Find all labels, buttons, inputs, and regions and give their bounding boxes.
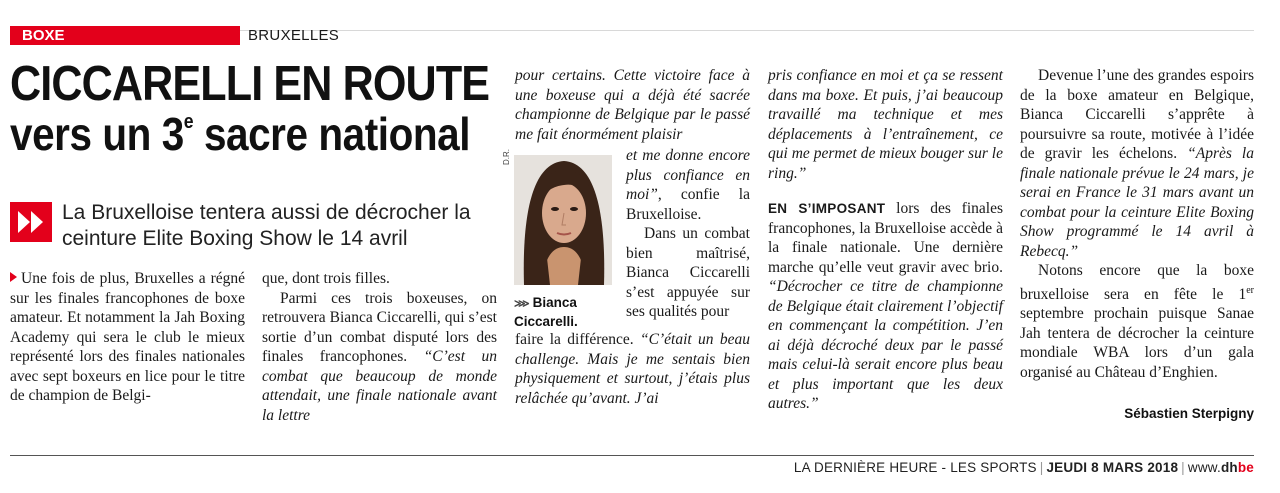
article-column-2 bbox=[262, 269, 497, 425]
column-4-text: lors des finales francophones, la Bruxelloise accède à la finale nationale. Une dernière marche qu’elle veut gravir avec brio. bbox=[768, 200, 1003, 276]
column-2-paragraph-1: que, dont trois filles. bbox=[262, 270, 390, 287]
footer-separator: | bbox=[1039, 460, 1044, 475]
column-3-wrap-quote: et me donne encore plus confiance en moi” bbox=[626, 147, 750, 203]
column-2-paragraph-2 bbox=[262, 289, 497, 426]
headline-line-1: CICCARELLI EN ROUTE bbox=[10, 57, 490, 111]
photo-caption bbox=[514, 294, 612, 331]
footer-site-prefix[interactable]: www. bbox=[1187, 460, 1221, 475]
caption-arrow-icon: ⋙ bbox=[514, 298, 530, 310]
article-column-4-top bbox=[768, 66, 1003, 183]
column-3-bottom-text: faire la différence. bbox=[515, 331, 641, 348]
bullet-triangle-icon bbox=[10, 272, 17, 282]
column-5-text-3: septembre prochain puisque Sanae Jah tentera de décrocher la ceinture mondiale WBA lors d’un gala organisé au Château d’Enghien. bbox=[1020, 305, 1254, 381]
headline-line-2 bbox=[10, 108, 471, 160]
page-footer bbox=[794, 460, 1254, 475]
column-4-quote-2: “Décrocher ce titre de championne de Belgique était clairement l’objectif en commençant la compétition. J’en ai déjà décroché deux par le passé mais celui-là serait encore plus beau et plus important que les deux autres.” bbox=[768, 278, 1003, 412]
column-1-text: Une fois de plus, Bruxelles a régné sur les finales francophones de boxe amateur. Et notamment la Jah Boxing Academy qui sera le club le mieux représenté lors des finales nationales avec sept boxeurs en lice pour le titre de champion de Belgi- bbox=[10, 270, 245, 404]
column-5-superscript: er bbox=[1246, 284, 1254, 296]
double-arrow-icon bbox=[10, 202, 52, 242]
column-3-wrap-text: , confie la Bruxelloise. bbox=[626, 186, 750, 223]
column-5-text: Devenue l’une des grandes espoirs de la boxe amateur en Belgique, Bianca Ciccarelli s’apprête à poursuivre sa route, motivée à l’idée de gravir les échelons. bbox=[1020, 67, 1254, 162]
column-5-quote: “Après la finale nationale prévue le 24 mars, je serai en France le 31 mars avant un combat pour la ceinture Elite Boxing Show programmé le 14 avril à Rebecq.” bbox=[1020, 145, 1254, 260]
article-column-4-bottom bbox=[768, 199, 1003, 414]
column-2-text: Parmi ces trois boxeuses, on retrouvera Bianca Ciccarelli, qui s’est sortie d’un combat disputé lors des finales francophones. bbox=[262, 289, 497, 365]
footer-paper: LA DERNIÈRE HEURE - LES SPORTS bbox=[793, 460, 1037, 475]
column-3-bottom-quote: “C’était un beau challenge. Mais je me sentais bien physiquement et surtout, j’étais plus relâchée qu’avant. J’ai bbox=[515, 331, 750, 407]
column-3-paragraph-3: Dans un combat bien maîtrisé, Bianca Ciccarelli s’est appuyée sur ses qualités pour bbox=[626, 225, 750, 320]
photo-caption-text: Bianca Ciccarelli. bbox=[514, 295, 578, 329]
article-column-1 bbox=[10, 269, 245, 406]
headline-line-2-a: vers un 3 bbox=[10, 108, 184, 160]
footer-site-dh[interactable]: dh bbox=[1220, 460, 1238, 475]
column-3-quote: pour certains. Cette victoire face à une boxeuse qui a déjà été sacrée championne de Belgique par le passé me fait énormément plaisir bbox=[515, 67, 750, 143]
footer-site-be[interactable]: be bbox=[1237, 460, 1254, 475]
footer-separator-2: | bbox=[1181, 460, 1185, 475]
column-5-text-2: Notons encore que la boxe bruxelloise sera en fête le 1 bbox=[1020, 262, 1254, 303]
headline bbox=[10, 58, 510, 158]
article-column-3-bottom bbox=[515, 330, 750, 408]
column-4-quote: pris confiance en moi et ça se ressent dans ma boxe. Et puis, j’ai beaucoup travaillé ma technique et mes déplacements à l’entraînement, ce qui me permet de mieux bouger sur le ring.” bbox=[768, 67, 1003, 182]
footer-date: JEUDI 8 MARS 2018 bbox=[1046, 460, 1179, 475]
deck-subtitle: La Bruxelloise tentera aussi de décrocher la ceinture Elite Boxing Show le 14 avril bbox=[62, 201, 471, 250]
author-signature: Sébastien Sterpigny bbox=[1124, 406, 1254, 421]
section-city: BRUXELLES bbox=[248, 27, 340, 44]
bottom-rule bbox=[10, 455, 1254, 456]
headline-superscript: e bbox=[183, 111, 194, 133]
article-column-5 bbox=[1020, 66, 1254, 382]
article-column-3-wrap bbox=[626, 146, 750, 322]
photo-credit: D.R. bbox=[502, 149, 511, 165]
article-column-3-top bbox=[515, 66, 750, 144]
column-2-quote: “C’est un combat que beaucoup de monde attendait, une finale nationale avant la lettre bbox=[262, 348, 497, 424]
lead-in: EN S’IMPOSANT bbox=[768, 201, 886, 216]
boxer-photo bbox=[514, 155, 612, 285]
section-tag: BOXE bbox=[10, 26, 240, 45]
headline-line-2-b: sacre national bbox=[193, 108, 471, 160]
